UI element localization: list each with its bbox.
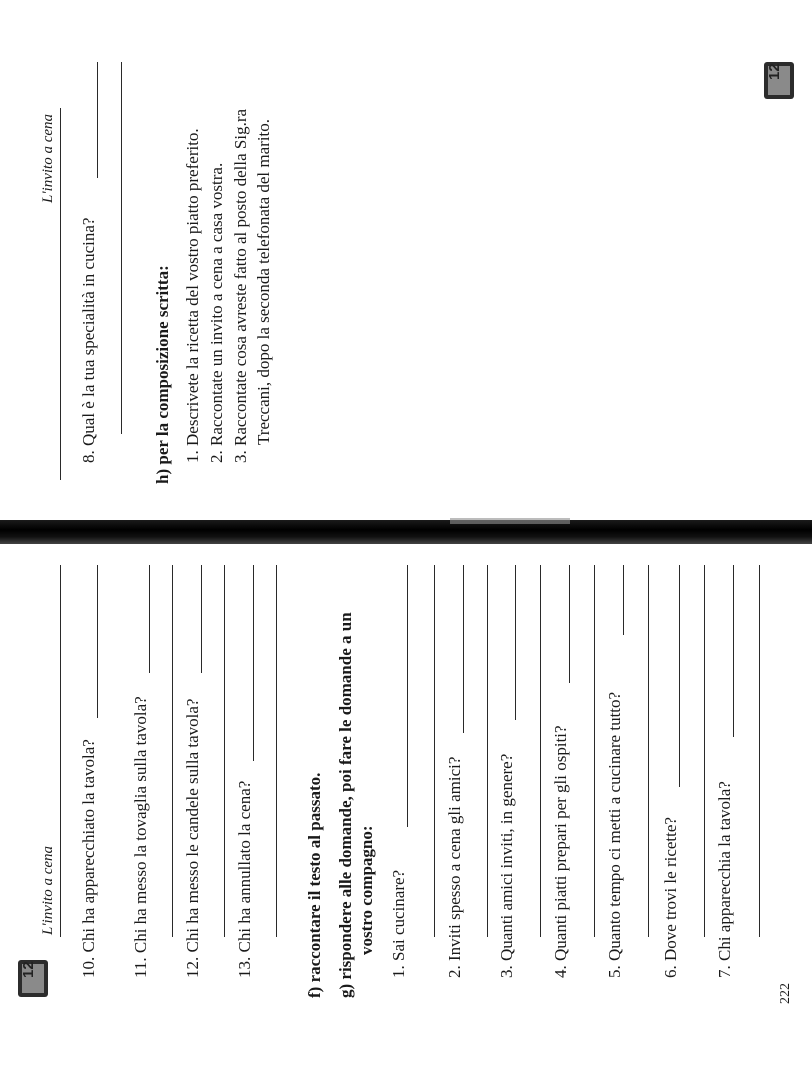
question-12: 12. Chi ha messo le candele sulla tavola? <box>183 698 202 978</box>
answer-line-g7 <box>733 565 734 737</box>
question-13: 13. Chi ha annullato la cena? <box>235 780 254 978</box>
answer-line-11b <box>172 565 173 937</box>
section-g-line2: vostro compagno: <box>357 825 376 955</box>
answer-line-g7b <box>759 565 760 937</box>
left-header-rule <box>60 565 61 937</box>
right-header-rule <box>60 108 61 480</box>
answer-line-g6b <box>704 565 705 937</box>
section-h: h) per la composizione scritta: <box>153 265 172 484</box>
chapter-badge-right-number: 12 <box>766 63 783 80</box>
answer-line-8b <box>121 62 122 434</box>
section-f: f) raccontare il testo al passato. <box>305 772 324 998</box>
question-g-6: 6. Dove trovi le ricette? <box>661 817 680 978</box>
answer-line-10 <box>97 565 98 718</box>
question-g-7: 7. Chi apparecchia la tavola? <box>715 781 734 978</box>
answer-line-11 <box>149 565 150 673</box>
task-2: 2. Raccontate un invito a cena a casa vostra. <box>207 162 226 463</box>
chapter-badge-right <box>764 62 794 99</box>
question-g-3: 3. Quanti amici inviti, in genere? <box>497 753 516 978</box>
answer-line-12 <box>201 565 202 673</box>
task-1: 1. Descrivete la ricetta del vostro piatto preferito. <box>183 128 202 463</box>
question-10: 10. Chi ha apparecchiato la tavola? <box>79 739 98 978</box>
question-g-4: 4. Quanti piatti prepari per gli ospiti? <box>551 725 570 978</box>
question-11: 11. Chi ha messo la tovaglia sulla tavola? <box>131 696 150 978</box>
answer-line-g4 <box>569 565 570 683</box>
book-spine-highlight <box>450 518 570 524</box>
answer-line-13b <box>276 565 277 937</box>
section-g-line1: g) rispondere alle domande, poi fare le domande a un <box>336 612 355 998</box>
answer-line-12b <box>224 565 225 937</box>
answer-line-8 <box>97 62 98 178</box>
answer-line-g3 <box>515 565 516 720</box>
right-page-header: L'invito a cena <box>40 113 56 203</box>
answer-line-13 <box>253 565 254 761</box>
left-page-header: L'invito a cena <box>40 845 56 935</box>
question-g-5: 5. Quanto tempo ci metti a cucinare tutto? <box>605 691 624 978</box>
left-page-number: 222 <box>778 983 793 1004</box>
answer-line-g5 <box>623 565 624 635</box>
answer-line-g2b <box>487 565 488 937</box>
answer-line-g4b <box>594 565 595 937</box>
chapter-badge-left-number: 12 <box>20 961 37 978</box>
chapter-badge-left <box>18 960 48 997</box>
answer-line-g1 <box>407 565 408 827</box>
question-g-2: 2. Inviti spesso a cena gli amici? <box>445 756 464 978</box>
answer-line-g1b <box>434 565 435 937</box>
answer-line-g5b <box>648 565 649 937</box>
question-8: 8. Qual è la tua specialità in cucina? <box>79 217 98 463</box>
answer-line-g2 <box>463 565 464 733</box>
question-g-1: 1. Sai cucinare? <box>389 869 408 978</box>
answer-line-g6 <box>679 565 680 787</box>
answer-line-g3b <box>540 565 541 937</box>
book-spine-shadow <box>0 520 812 544</box>
task-3: 3. Raccontate cosa avreste fatto al posto della Sig.ra <box>231 108 250 463</box>
task-3-continuation: Treccani, dopo la seconda telefonata del marito. <box>254 118 273 445</box>
